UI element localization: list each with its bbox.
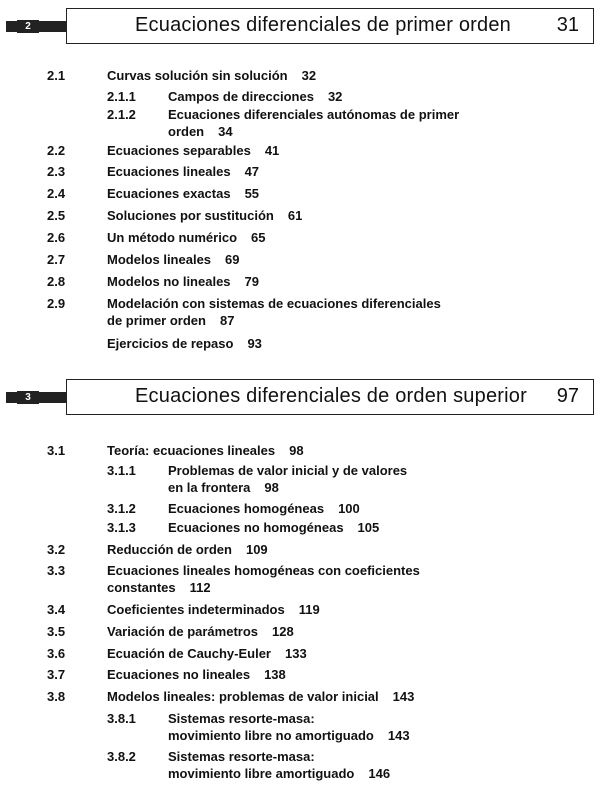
entry-title-line: en la frontera [168,480,251,495]
entry-title-line: Reducción de orden [107,542,232,557]
entry-number: 2.9 [47,296,66,311]
entry-number: 2.7 [47,252,66,267]
entry-number: 2.6 [47,230,66,245]
entry-number: 3.1.2 [107,501,136,516]
entry-title-line: constantes [107,580,176,595]
entry-number: 3.5 [47,624,66,639]
entry-line-wrap [107,164,259,180]
entry-line-wrap [107,542,268,558]
entry-title-line: movimiento libre no amortiguado [168,728,374,743]
entry-number: 3.6 [47,646,66,661]
entry-title-line: Sistemas resorte-masa: [168,749,315,764]
entry-page-number: 41 [264,143,280,158]
chapter-title-box [66,379,594,415]
entry-page-number: 112 [189,580,211,595]
entry-line-wrap [168,520,379,536]
entry-title-line: Sistemas resorte-masa: [168,711,315,726]
entry-page-number: 143 [387,728,410,743]
entry-number: 2.2 [47,143,66,158]
toc-section-entry[interactable] [47,208,580,225]
entry-page-number: 98 [289,443,304,458]
entry-line-wrap [107,208,302,224]
entry-title-line: de primer orden [107,313,206,328]
entry-number: 3.7 [47,667,66,682]
entry-number: 2.5 [47,208,66,223]
entry-title-line: Modelos lineales [107,252,212,267]
entry-line-wrap [107,646,307,662]
entry-page-number: 98 [264,480,279,495]
chapter-header [6,8,594,44]
toc-subsection-entry[interactable] [107,107,580,141]
entry-title-line: Ecuaciones lineales homogéneas con coeficientes [107,563,420,578]
entry-title-line: Campos de direcciones [168,89,314,104]
toc-subsection-entry[interactable] [107,711,580,745]
entry-page-number: 55 [244,186,260,201]
chapter-title-box [66,8,594,44]
entry-number: 3.8 [47,689,66,704]
entry-line-wrap [107,186,259,202]
toc-section-entry[interactable] [47,274,580,291]
entry-line-wrap [168,124,233,140]
entry-title-line: Ecuaciones no homogéneas [168,520,344,535]
entry-title-line: Modelación con sistemas de ecuaciones diferenciales [107,296,441,311]
entry-line-wrap [107,443,304,459]
entry-title-line: Ecuaciones diferenciales autónomas de primer [168,107,460,122]
entry-page-number: 69 [225,252,240,267]
entry-line-wrap [168,89,342,105]
entry-title-line: Modelos no lineales [107,274,231,289]
entry-page-number: 143 [392,689,415,704]
entry-title-line: Ecuaciones homogéneas [168,501,325,516]
toc-section-entry[interactable] [47,186,580,203]
entry-page-number: 133 [285,646,307,661]
entry-title-line: Ecuación de Cauchy-Euler [107,646,271,661]
entry-number: 2.1.2 [107,107,136,122]
entry-line-wrap [168,501,360,517]
chapter-title: Ecuaciones diferenciales de primer orden [135,14,511,36]
toc-section-entry[interactable] [47,252,580,269]
chapter-number: 3 [17,391,39,404]
toc-section-entry[interactable] [47,230,580,247]
entry-title-line: Un método numérico [107,230,238,245]
entry-title-line: Curvas solución sin solución [107,68,288,83]
entry-title-line: Ecuaciones exactas [107,186,231,201]
entry-page-number: 34 [218,124,233,139]
entry-title-line: Ecuaciones no lineales [107,667,251,682]
entry-page-number: 32 [301,68,317,83]
entry-page-number: 61 [287,208,303,223]
entry-number: 2.8 [47,274,66,289]
chapter-header [6,379,594,415]
chapter-page-number: 31 [556,14,579,36]
entry-page-number: 47 [244,164,260,179]
entry-page-number: 146 [368,766,391,781]
toc-section-entry[interactable] [47,68,580,85]
entry-number: 3.2 [47,542,66,557]
toc-section-entry[interactable] [47,667,580,684]
entry-title-line: orden [168,124,205,139]
entry-line-wrap [107,602,320,618]
entry-line-wrap [107,68,316,84]
entry-line-wrap [107,667,286,683]
toc-section-entry[interactable] [47,443,580,460]
entry-number: 3.3 [47,563,66,578]
entry-title-line: Variación de parámetros [107,624,259,639]
entry-page-number: 100 [338,501,360,516]
entry-number: 3.8.1 [107,711,136,726]
entry-number: 3.1.3 [107,520,136,535]
entry-line-wrap [107,274,259,290]
toc-section-entry[interactable] [47,602,580,619]
entry-title-line: Modelos lineales: problemas de valor inicial [107,689,379,704]
entry-line-wrap [107,143,279,159]
entry-line-wrap [107,580,211,596]
toc-section-entry[interactable] [47,164,580,181]
toc-subsection-entry[interactable] [107,501,580,518]
entry-line-wrap [107,689,414,705]
entry-number: 3.1 [47,443,66,458]
toc-subsection-entry[interactable] [107,463,580,497]
toc-section-entry[interactable] [47,689,580,706]
entry-line-wrap [168,728,410,744]
toc-section-entry[interactable] [47,563,580,597]
entry-number: 2.4 [47,186,66,201]
chapter-number: 2 [17,20,39,33]
toc-subsection-entry[interactable] [107,520,580,537]
entry-title-line: movimiento libre amortiguado [168,766,355,781]
entry-number: 3.8.2 [107,749,136,764]
entry-line-wrap [107,624,294,640]
entry-number: 3.4 [47,602,66,617]
entry-page-number: 128 [272,624,294,639]
entry-page-number: 119 [298,602,320,617]
toc-section-entry[interactable] [47,542,580,559]
entry-title-line: Teoría: ecuaciones lineales [107,443,276,458]
entry-title-line: Soluciones por sustitución [107,208,274,223]
entry-line-wrap [168,766,390,782]
toc-subsection-entry[interactable] [107,749,580,783]
entry-line-wrap [107,230,265,246]
entry-title-line: Coeficientes indeterminados [107,602,285,617]
entry-page-number: 109 [245,542,268,557]
entry-line-wrap [168,480,279,496]
chapter-title: Ecuaciones diferenciales de orden superior [135,385,527,407]
toc-section-entry[interactable] [47,143,580,160]
entry-number: 2.1.1 [107,89,136,104]
toc-section-entry[interactable] [47,336,580,353]
entry-title-line: Ejercicios de repaso [107,336,234,351]
entry-line-wrap [107,313,234,329]
toc-section-entry[interactable] [47,646,580,663]
entry-page-number: 138 [264,667,286,682]
entry-page-number: 32 [327,89,343,104]
entry-page-number: 87 [219,313,235,328]
entry-line-wrap [107,252,240,268]
entry-title-line: Problemas de valor inicial y de valores [168,463,408,478]
entry-number: 2.3 [47,164,66,179]
entry-number: 2.1 [47,68,66,83]
toc-section-entry[interactable] [47,624,580,641]
entry-title-line: Ecuaciones lineales [107,164,231,179]
entry-title-line: Ecuaciones separables [107,143,251,158]
chapter-page-number: 97 [556,385,579,407]
toc-subsection-entry[interactable] [107,89,580,106]
entry-page-number: 65 [251,230,266,245]
entry-page-number: 79 [244,274,259,289]
entry-line-wrap [107,336,262,352]
entry-page-number: 93 [247,336,262,351]
entry-page-number: 105 [357,520,380,535]
entry-number: 3.1.1 [107,463,136,478]
toc-section-entry[interactable] [47,296,580,330]
